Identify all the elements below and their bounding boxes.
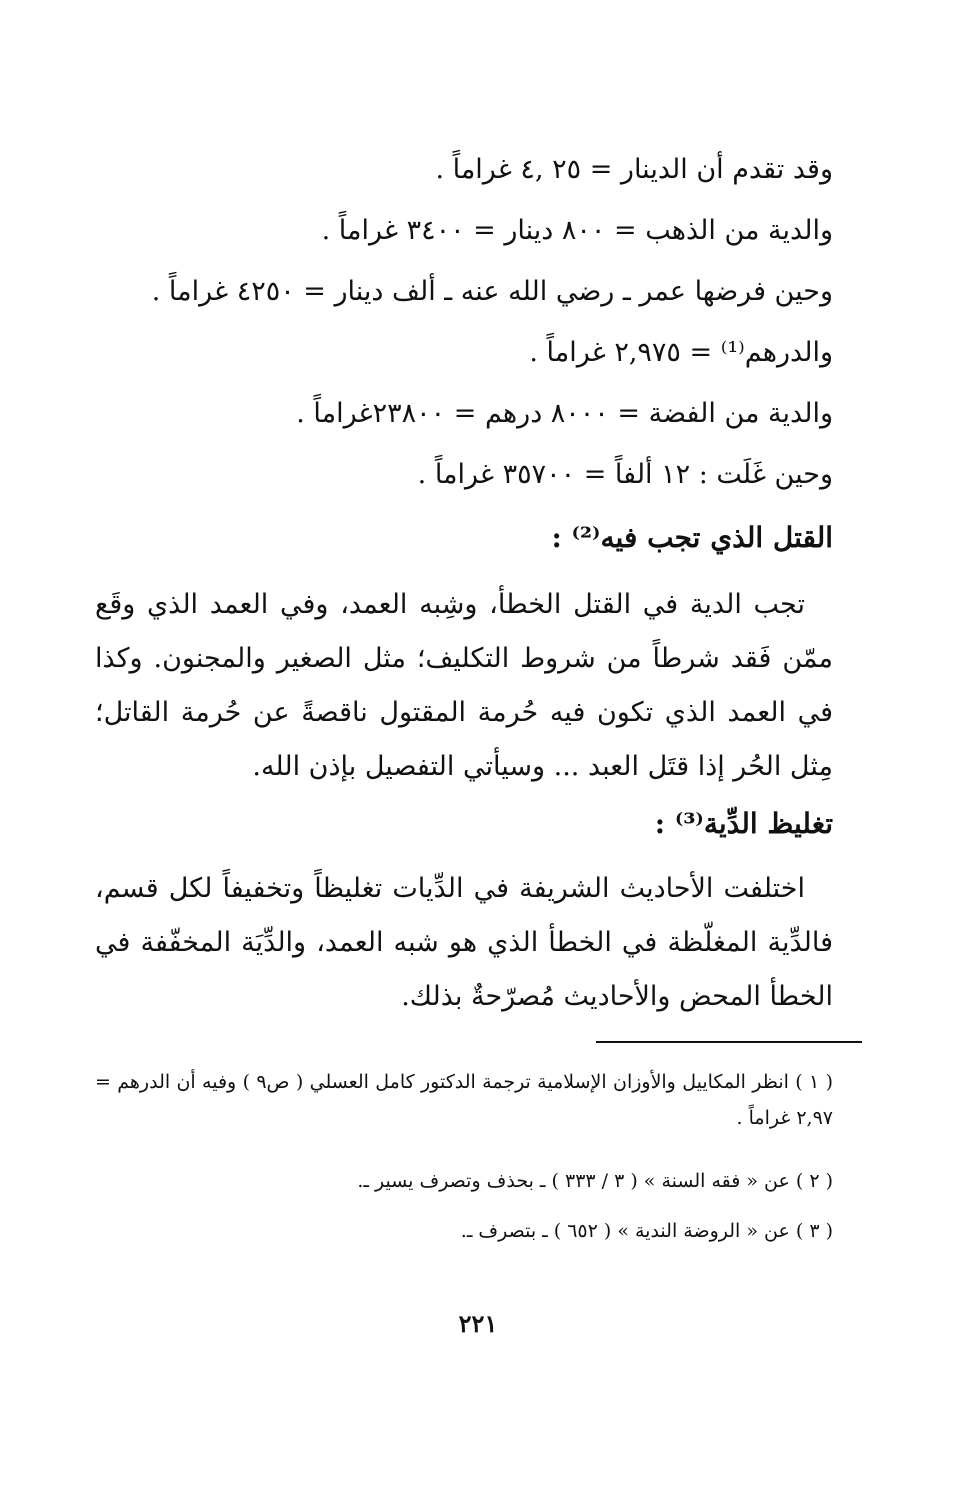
paragraph-killing — [95, 578, 833, 794]
equation-line-3: وحين فرضها عمر ـ رضي الله عنه ـ ألف دينار = ٤٢٥٠ غراماً . — [151, 276, 833, 307]
equation-line-6: وحين غَلَت : ١٢ ألفاً = ٣٥٧٠٠ غراماً . — [417, 459, 833, 490]
footnote-3: ( ٣ ) عن « الروضة الندية » ( ٦٥٢ ) ـ بتصرف ـ. — [460, 1220, 833, 1242]
section-heading-aggravation: تغليظ الدِّية⁽³⁾ : — [654, 807, 833, 840]
footnote-2: ( ٢ ) عن « فقه السنة » ( ٣ / ٣٣٣ ) ـ بحذف وتصرف يسير ـ. — [357, 1170, 833, 1192]
equation-line-4: والدرهم⁽¹⁾ = ٢,٩٧٥ غراماً . — [529, 337, 833, 368]
equation-line-5: والدية من الفضة = ٨٠٠٠ درهم = ٢٣٨٠٠غراماً . — [296, 398, 833, 429]
section-heading-killing: القتل الذي تجب فيه⁽²⁾ : — [551, 521, 833, 554]
footnote-1: ( ١ ) انظر المكاييل والأوزان الإسلامية ترجمة الدكتور كامل العسلي ( ص٩ ) وفيه أن الدرهم = ٢,٩٧ غراماً . — [95, 1071, 833, 1129]
page-number: ٢٢١ — [458, 1309, 498, 1338]
paragraph-aggravation-text: اختلفت الأحاديث الشريفة في الدِّيات تغليظاً وتخفيفاً لكل قسم، فالدِّية المغلّظة في الخطأ الذي هو شبه العمد، والدِّيَة المخفّفة في الخطأ المحض والأحاديث مُصرّحةٌ بذلك. — [95, 873, 833, 1012]
equation-line-2: والدية من الذهب = ٨٠٠ دينار = ٣٤٠٠ غراماً . — [321, 215, 833, 246]
equation-line-1: وقد تقدم أن الدينار = ٢٥ ,٤ غراماً . — [435, 154, 833, 185]
paragraph-aggravation — [95, 862, 833, 1024]
paragraph-killing-text: تجب الدية في القتل الخطأ، وشِبه العمد، وفي العمد الذي وقَع ممّن فَقد شرطاً من شروط التكليف؛ مثل الصغير والمجنون. وكذا في العمد الذي تكون فيه حُرمة المقتول ناقصةً عن حُرمة القاتل؛ مِثل الحُر إذا قتَل العبد ... وسيأتي التفصيل بإذن الله. — [95, 589, 833, 782]
footnote-divider — [596, 1041, 862, 1043]
